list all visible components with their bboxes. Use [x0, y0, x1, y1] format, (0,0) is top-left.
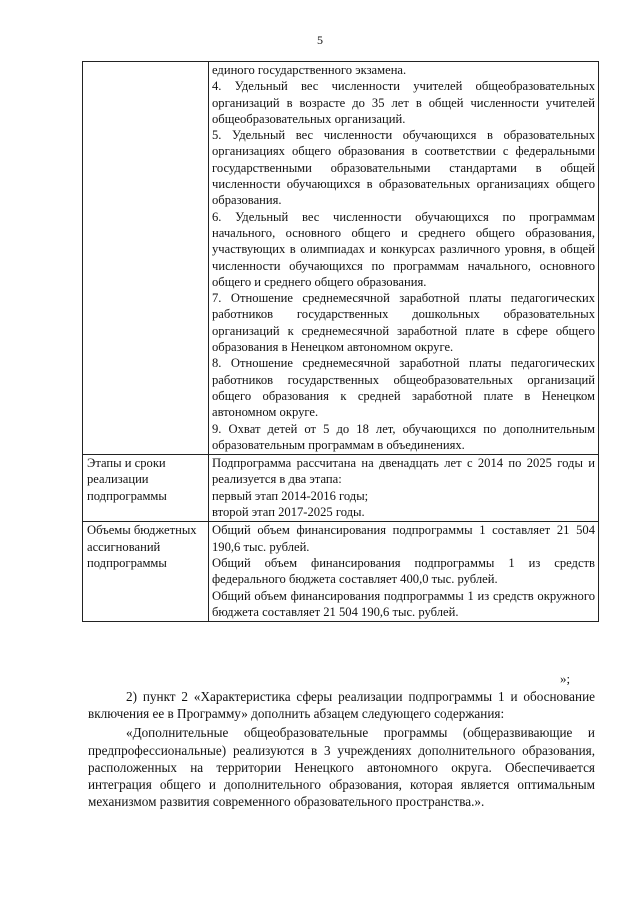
- table-row-label: Объемы бюджетных ассигнований подпрограммы: [83, 522, 209, 622]
- amendment-item: 2) пункт 2 «Характеристика сферы реализации подпрограммы 1 и обоснование включения ее в Программу» дополнить абзацем следующего содержания:: [88, 689, 595, 722]
- stages-text: Подпрограмма рассчитана на двенадцать лет с 2014 по 2025 годы и реализуется в два этапа:: [212, 456, 595, 487]
- table-row-content: [209, 522, 599, 622]
- table-row-label: [83, 62, 209, 455]
- amendment-block: [88, 688, 595, 810]
- table-row-indicators: [83, 62, 599, 455]
- indicator-9: 9. Охват детей от 5 до 18 лет, обучающихся по дополнительным образовательным программам в объединениях.: [212, 421, 595, 452]
- amendment-quote: «Дополнительные общеобразовательные программы (общеразвивающие и предпрофессиональные) реализуются в 3 учреждениях дополнительного образования, расположенных на территории Ненецкого автономного округа. Обеспечивается интеграция общего и дополнительного образования, которая является оптимальным механизмом развития современного образовательного пространства.».: [88, 725, 595, 810]
- table-row-budget: [83, 522, 599, 622]
- indicator-text: единого государственного экзамена.: [212, 63, 407, 77]
- indicator-6: 6. Удельный вес численности обучающихся по программам начального, основного общего и среднего общего образования, участвующих в олимпиадах и конкурсах различного уровня, в общей численности обучающихся по программам начального, основного общего и среднего общего образования.: [212, 209, 595, 289]
- budget-federal: Общий объем финансирования подпрограммы 1 из средств федерального бюджета составляет 400,0 тыс. рублей.: [212, 555, 595, 587]
- indicator-4: 4. Удельный вес численности учителей общеобразовательных организаций в возрасте до 35 лет в общей численности учителей общеобразовательных организаций.: [212, 79, 595, 126]
- subprogram-passport-table: [82, 61, 599, 622]
- indicator-5: 5. Удельный вес численности обучающихся в образовательных организациях общего образования в соответствии с федеральными государственными образовательными стандартами в общей численности обучающихся в образовательных организациях общего образования.: [212, 128, 595, 208]
- indicator-8: 8. Отношение среднемесячной заработной платы педагогических работников государственных общеобразовательных организаций общего образования к средней заработной плате в Ненецком автономном округе.: [212, 356, 595, 420]
- indicator-7: 7. Отношение среднемесячной заработной платы педагогических работников государственных дошкольных образовательных организаций к среднемесячной заработной плате в сфере общего образования в Ненецком автономном округе.: [212, 291, 595, 355]
- table-row-content: [209, 62, 599, 455]
- closing-mark: »;: [560, 671, 571, 686]
- table-row-label: Этапы и сроки реализации подпрограммы: [83, 455, 209, 522]
- stage-2: второй этап 2017-2025 годы.: [212, 505, 365, 520]
- budget-regional: Общий объем финансирования подпрограммы 1 из средств окружного бюджета составляет 21 504 190,6 тыс. рублей.: [212, 588, 595, 619]
- table-row-content: [209, 455, 599, 522]
- page-number: 5: [317, 33, 323, 47]
- budget-total: Общий объем финансирования подпрограммы 1 составляет 21 504 190,6 тыс. рублей.: [212, 523, 595, 554]
- table-row-stages: [83, 455, 599, 522]
- stage-1: первый этап 2014-2016 годы;: [212, 488, 369, 503]
